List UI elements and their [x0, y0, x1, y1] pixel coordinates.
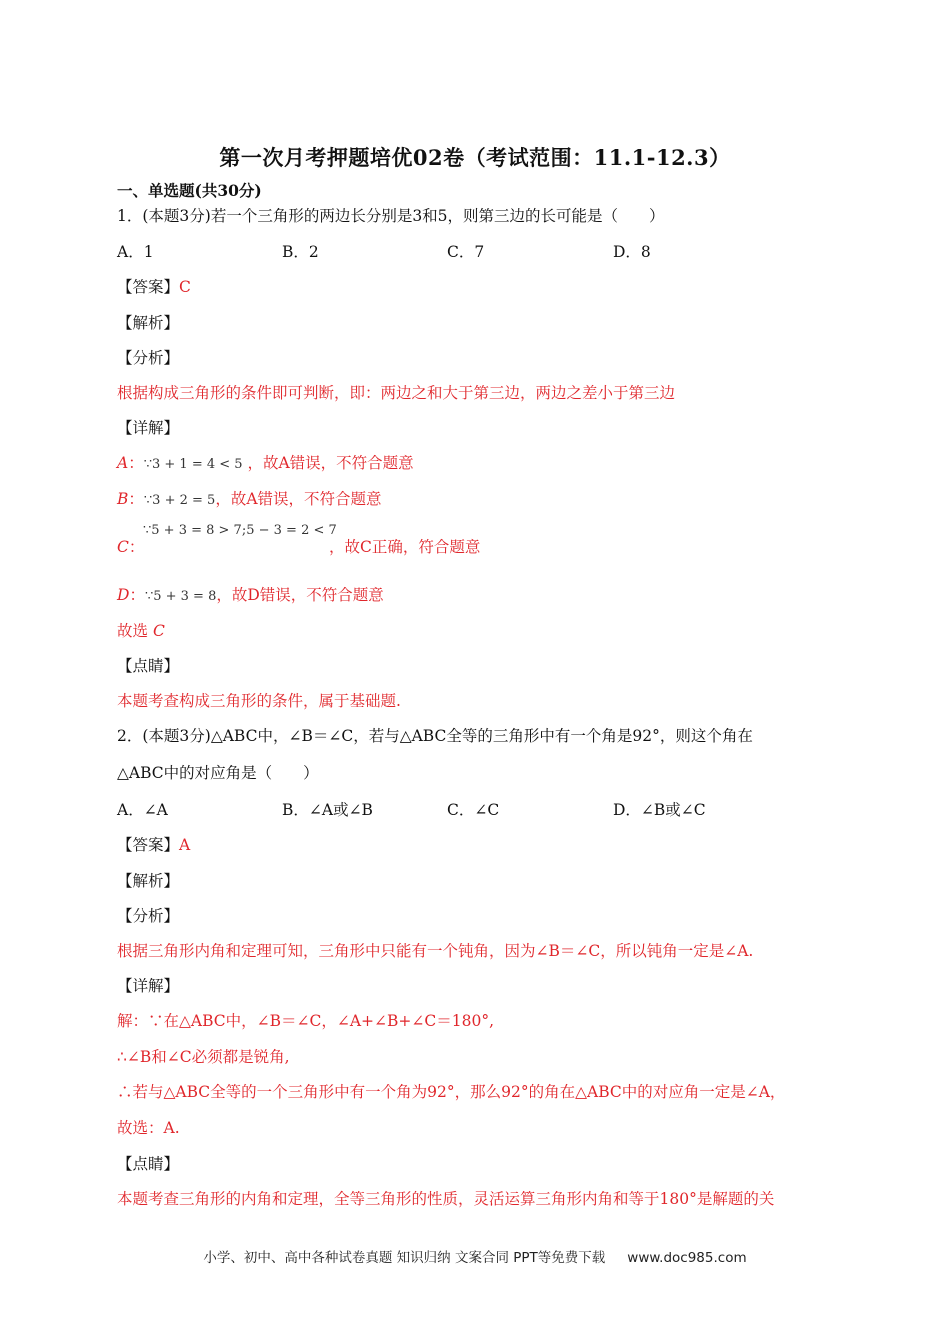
- q2-detail-line2: ∴∠B和∠C必须都是锐角,: [117, 1048, 290, 1066]
- q2-detail-line1: 解：∵在△ABC中，∠B＝∠C，∠A+∠B+∠C＝180°,: [117, 1012, 495, 1030]
- q1-conclusion-value: C: [152, 622, 165, 640]
- q1-detail-a: A：∵3 + 1 = 4 < 5 ，故A错误，不符合题意: [117, 454, 414, 472]
- q1-conclusion-prefix: 故选: [117, 622, 149, 640]
- q1-detail-d-math: ∵5 + 3 = 8: [144, 589, 217, 604]
- q2-option-c: C．∠C: [447, 801, 500, 819]
- q2-dianjing-label: 【点睛】: [117, 1155, 180, 1173]
- q1-option-c: C．7: [447, 243, 485, 261]
- footer-text: 小学、初中、高中各种试卷真题 知识归纳 文案合同 PPT等免费下载: [203, 1250, 606, 1266]
- q1-answer-value: C: [179, 278, 191, 296]
- q1-option-b: B．2: [282, 243, 319, 261]
- q1-detail-b-math: ∵3 + 2 = 5: [143, 493, 216, 508]
- q1-detail-b: B：∵3 + 2 = 5，故A错误，不符合题意: [117, 490, 382, 508]
- q2-option-a: A．∠A: [117, 801, 168, 819]
- footer-url[interactable]: www.doc985.com: [627, 1250, 747, 1266]
- q1-detail-b-text: ，故A错误，不符合题意: [215, 490, 382, 508]
- q1-detail-a-text: ，故A错误，不符合题意: [247, 454, 414, 472]
- q1-stem: 1．(本题3分)若一个三角形的两边长分别是3和5，则第三边的长可能是（ ）: [117, 207, 665, 225]
- q1-xiangjie-label: 【详解】: [117, 419, 180, 437]
- q2-stem-line2: △ABC中的对应角是（ ）: [117, 764, 319, 782]
- q2-option-d: D．∠B或∠C: [613, 801, 706, 819]
- q2-option-b: B．∠A或∠B: [282, 801, 373, 819]
- q1-detail-a-label: A: [117, 454, 129, 472]
- q1-fenxi-text: 根据构成三角形的条件即可判断，即：两边之和大于第三边，两边之差小于第三边: [117, 384, 676, 402]
- q1-detail-d-text: ，故D错误，不符合题意: [216, 586, 384, 604]
- q2-stem-line1: 2．(本题3分)△ABC中，∠B＝∠C，若与△ABC全等的三角形中有一个角是92°，则这个角在: [117, 727, 753, 745]
- q2-xiangjie-label: 【详解】: [117, 977, 180, 995]
- q2-answer-value: A: [179, 836, 191, 854]
- page-footer: [0, 1246, 950, 1266]
- q1-detail-c-math: ∵5 + 3 = 8 > 7;5 − 3 = 2 < 7: [143, 523, 337, 538]
- q1-dianjing-label: 【点睛】: [117, 657, 180, 675]
- q1-detail-c-text: ，故C正确，符合题意: [329, 538, 481, 556]
- q1-conclusion: [117, 621, 165, 641]
- q2-answer: [117, 835, 190, 855]
- q1-detail-d: D：∵5 + 3 = 8，故D错误，不符合题意: [117, 586, 384, 604]
- q1-detail-d-label: D: [117, 586, 130, 604]
- section-heading: 一、单选题(共30分): [117, 181, 262, 200]
- q1-detail-c: C：: [117, 538, 145, 556]
- q1-option-a: A．1: [117, 243, 154, 261]
- q1-answer-label: 【答案】: [117, 278, 180, 296]
- q2-dianjing-text: 本题考查三角形的内角和定理，全等三角形的性质，灵活运算三角形内角和等于180°是解题的关: [117, 1190, 775, 1208]
- q1-detail-c-label: C: [117, 538, 129, 556]
- q2-fenxi-text: 根据三角形内角和定理可知，三角形中只能有一个钝角，因为∠B＝∠C，所以钝角一定是∠A.: [117, 942, 754, 960]
- q1-detail-a-math: ∵3 + 1 = 4 < 5: [143, 457, 243, 472]
- q1-detail-b-label: B: [117, 490, 129, 508]
- q1-fenxi-label: 【分析】: [117, 349, 180, 367]
- q2-detail-line4: 故选：A.: [117, 1119, 180, 1137]
- q1-option-d: D．8: [613, 243, 651, 261]
- page-title: 第一次月考押题培优02卷（考试范围：11.1-12.3）: [219, 145, 731, 170]
- q1-answer: [117, 277, 191, 297]
- q2-jiexi-label: 【解析】: [117, 872, 180, 890]
- q1-jiexi-label: 【解析】: [117, 314, 180, 332]
- q2-answer-label: 【答案】: [117, 836, 180, 854]
- q1-dianjing-text: 本题考查构成三角形的条件，属于基础题.: [117, 692, 401, 710]
- q2-detail-line3: ∴若与△ABC全等的一个三角形中有一个角为92°，那么92°的角在△ABC中的对应角一定是∠A，: [117, 1083, 786, 1101]
- q2-fenxi-label: 【分析】: [117, 907, 180, 925]
